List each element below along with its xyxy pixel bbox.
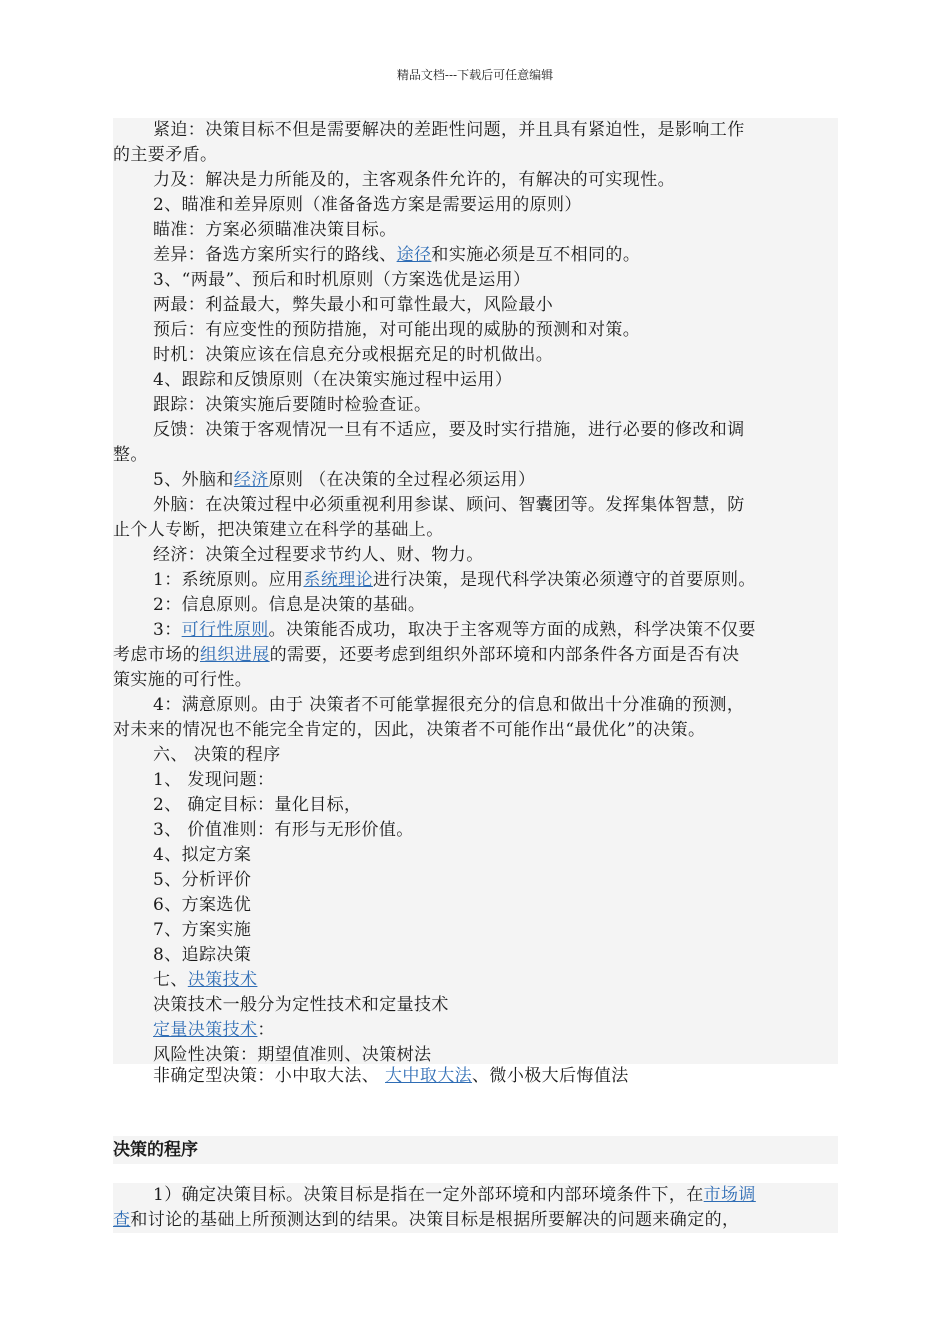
inline-link[interactable]: 大中取大法 (385, 1066, 473, 1086)
text-line (113, 968, 838, 993)
text-segment: 瞄准：方案必须瞄准决策目标。 (153, 220, 397, 240)
text-segment: 差异：备选方案所实行的路线、 (153, 245, 397, 265)
text-segment: 整。 (113, 445, 148, 465)
inline-link[interactable]: 定量决策技术 (153, 1020, 258, 1040)
text-line (113, 243, 838, 268)
text-line (113, 443, 838, 468)
text-line (113, 618, 838, 643)
inline-link[interactable]: 可行性原则 (181, 620, 269, 640)
text-line (113, 743, 838, 768)
text-line (113, 368, 838, 393)
text-segment: 六、 决策的程序 (153, 745, 281, 765)
text-line (113, 643, 838, 668)
inline-link[interactable]: 途径 (396, 245, 432, 265)
text-segment: 和讨论的基础上所预测达到的结果。决策目标是根据所要解决的问题来确定的， (130, 1210, 740, 1230)
text-line (113, 693, 838, 718)
text-segment: 1）确定决策目标。决策目标是指在一定外部环境和内部环境条件下，在 (153, 1185, 704, 1205)
text-line (113, 768, 838, 793)
text-segment: 、微小极大后悔值法 (472, 1066, 629, 1086)
text-line (113, 868, 838, 893)
text-line (113, 118, 838, 143)
text-segment: 1：系统原则。应用 (153, 570, 304, 590)
text-line (113, 318, 838, 343)
text-line (113, 418, 838, 443)
text-segment: 。决策能否成功，取决于主客观等方面的成熟，科学决策不仅要 (268, 620, 756, 640)
text-segment: 两最：利益最大，弊失最小和可靠性最大，风险最小 (153, 295, 554, 315)
text-segment: 3： (153, 620, 182, 640)
text-line (113, 1018, 838, 1043)
text-line (113, 718, 838, 743)
text-segment: 预后：有应变性的预防措施，对可能出现的威胁的预测和对策。 (153, 320, 641, 340)
main-text-block (113, 118, 838, 1064)
text-segment: 原则 （在决策的全过程必须运用） (268, 470, 536, 490)
text-line (113, 518, 838, 543)
text-segment: 3、 价值准则：有形与无形价值。 (153, 820, 414, 840)
text-segment: 七、 (153, 970, 188, 990)
text-line (113, 793, 838, 818)
text-line (113, 343, 838, 368)
text-segment: 时机：决策应该在信息充分或根据充足的时机做出。 (153, 345, 554, 365)
text-line (113, 268, 838, 293)
text-segment: 外脑：在决策过程中必须重视利用参谋、顾问、智囊团等。发挥集体智慧，防 (153, 495, 745, 515)
text-segment: 策实施的可行性。 (113, 670, 253, 690)
text-line (113, 543, 838, 568)
text-line (113, 1208, 838, 1233)
text-segment: 对未来的情况也不能完全肯定的，因此，决策者不可能作出“最优化”的决策。 (113, 720, 706, 740)
text-segment: 2、瞄准和差异原则（准备备选方案是需要运用的原则） (153, 195, 582, 215)
text-segment: 力及：解决是力所能及的，主客观条件允许的，有解决的可实现性。 (153, 170, 675, 190)
text-line (113, 168, 838, 193)
text-line (113, 393, 838, 418)
text-line (113, 143, 838, 168)
text-segment: 6、方案选优 (153, 895, 252, 915)
text-segment: 5、外脑和 (153, 470, 234, 490)
text-line (113, 493, 838, 518)
text-line (113, 893, 838, 918)
text-segment: 反馈：决策于客观情况一旦有不适应，要及时实行措施，进行必要的修改和调 (153, 420, 745, 440)
text-segment: 4：满意原则。由于 决策者不可能掌握很充分的信息和做出十分准确的预测， (153, 695, 745, 715)
text-segment: 8、追踪决策 (153, 945, 252, 965)
text-segment: ： (257, 1020, 275, 1040)
text-segment: 4、跟踪和反馈原则（在决策实施过程中运用） (153, 370, 513, 390)
text-line (113, 943, 838, 968)
inline-link[interactable]: 查 (113, 1210, 131, 1230)
text-segment: 决策技术一般分为定性技术和定量技术 (153, 995, 449, 1015)
text-line (113, 993, 838, 1018)
text-segment: 止个人专断，把决策建立在科学的基础上。 (113, 520, 444, 540)
extra-text-line (153, 1064, 629, 1089)
section-heading: 决策的程序 (113, 1136, 838, 1164)
second-text-block (113, 1183, 838, 1233)
text-segment: 4、拟定方案 (153, 845, 252, 865)
text-segment: 的需要，还要考虑到组织外部环境和内部条件各方面是否有决 (269, 645, 740, 665)
inline-link[interactable]: 决策技术 (187, 970, 258, 990)
text-segment: 进行决策，是现代科学决策必须遵守的首要原则。 (373, 570, 756, 590)
text-segment: 7、方案实施 (153, 920, 252, 940)
text-line (113, 468, 838, 493)
text-segment: 和实施必须是互不相同的。 (431, 245, 641, 265)
text-segment: 风险性决策：期望值准则、决策树法 (153, 1045, 432, 1065)
text-line (113, 843, 838, 868)
inline-link[interactable]: 系统理论 (303, 570, 374, 590)
text-line (113, 918, 838, 943)
inline-link[interactable]: 经济 (233, 470, 269, 490)
text-segment: 紧迫：决策目标不但是需要解决的差距性问题，并且具有紧迫性，是影响工作 (153, 120, 745, 140)
text-line (113, 193, 838, 218)
text-segment: 跟踪：决策实施后要随时检验查证。 (153, 395, 432, 415)
text-segment: 2：信息原则。信息是决策的基础。 (153, 595, 426, 615)
text-line (113, 593, 838, 618)
text-line (113, 568, 838, 593)
text-segment: 5、分析评价 (153, 870, 252, 890)
text-segment: 的主要矛盾。 (113, 145, 218, 165)
inline-link[interactable]: 市场调 (703, 1185, 756, 1205)
text-line (113, 293, 838, 318)
text-segment: 2、 确定目标：量化目标， (153, 795, 362, 815)
text-line (113, 818, 838, 843)
text-line (113, 1183, 838, 1208)
page-header: 精品文档---下载后可任意编辑 (396, 68, 554, 82)
inline-link[interactable]: 组织进展 (200, 645, 270, 665)
text-line (113, 218, 838, 243)
text-segment: 1、 发现问题： (153, 770, 275, 790)
text-line (113, 668, 838, 693)
text-segment: 非确定型决策：小中取大法、 (153, 1066, 386, 1086)
text-segment: 经济：决策全过程要求节约人、财、物力。 (153, 545, 484, 565)
text-segment: 考虑市场的 (113, 645, 200, 665)
text-segment: 3、“两最”、预后和时机原则（方案选优是运用） (153, 270, 531, 290)
